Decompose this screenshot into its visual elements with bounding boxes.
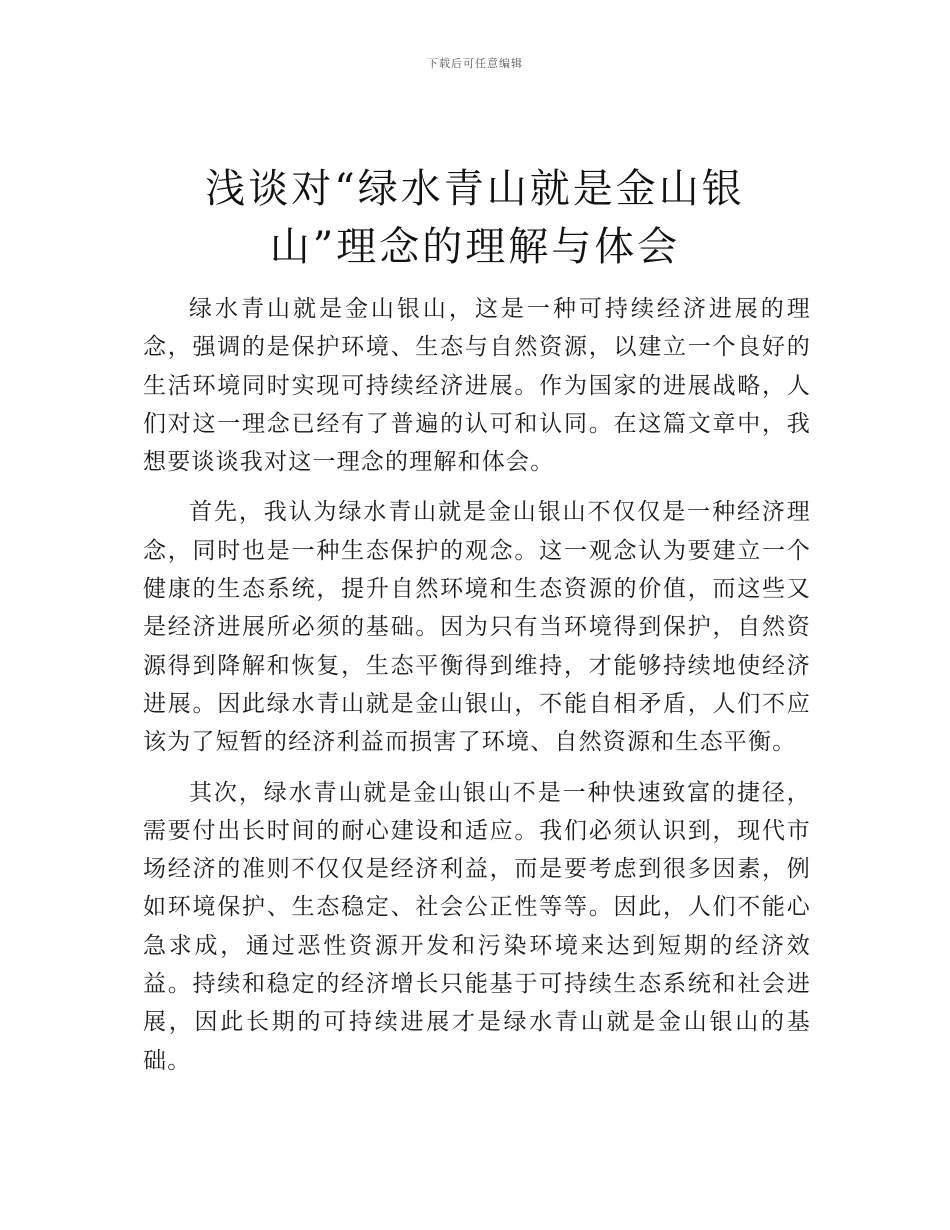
document-title bbox=[140, 160, 810, 276]
paragraph-2: 首先，我认为绿水青山就是金山银山不仅仅是一种经济理念，同时也是一种生态保护的观念。这一观念认为要建立一个健康的生态系统，提升自然环境和生态资源的价值，而这些又是经济进展所必须的基础。因为只有当环境得到保护，自然资源得到降解和恢复，生态平衡得到维持，才能够持续地使经济进展。因此绿水青山就是金山银山，不能自相矛盾，人们不应该为了短暂的经济利益而损害了环境、自然资源和生态平衡。 bbox=[143, 499, 811, 756]
paragraph-1: 绿水青山就是金山银山，这是一种可持续经济进展的理念，强调的是保护环境、生态与自然资源，以建立一个良好的生活环境同时实现可持续经济进展。作为国家的进展战略，人们对这一理念已经有了普遍的认可和认同。在这篇文章中，我想要谈谈我对这一理念的理解和体会。 bbox=[143, 296, 811, 476]
paragraph-3: 其次，绿水青山就是金山银山不是一种快速致富的捷径，需要付出长时间的耐心建设和适应。我们必须认识到，现代市场经济的准则不仅仅是经济利益，而是要考虑到很多因素，例如环境保护、生态稳定、社会公正性等等。因此，人们不能心急求成，通过恶性资源开发和污染环境来达到短期的经济效益。持续和稳定的经济增长只能基于可持续生态系统和社会进展，因此长期的可持续进展才是绿水青山就是金山银山的基础。 bbox=[143, 779, 811, 1074]
title-line-1: 浅谈对“绿水青山就是金山银 bbox=[205, 166, 745, 212]
title-line-2: 山”理念的理解与体会 bbox=[269, 224, 681, 270]
header-note: 下载后可任意编辑 bbox=[427, 57, 523, 70]
document-body bbox=[143, 290, 811, 1092]
